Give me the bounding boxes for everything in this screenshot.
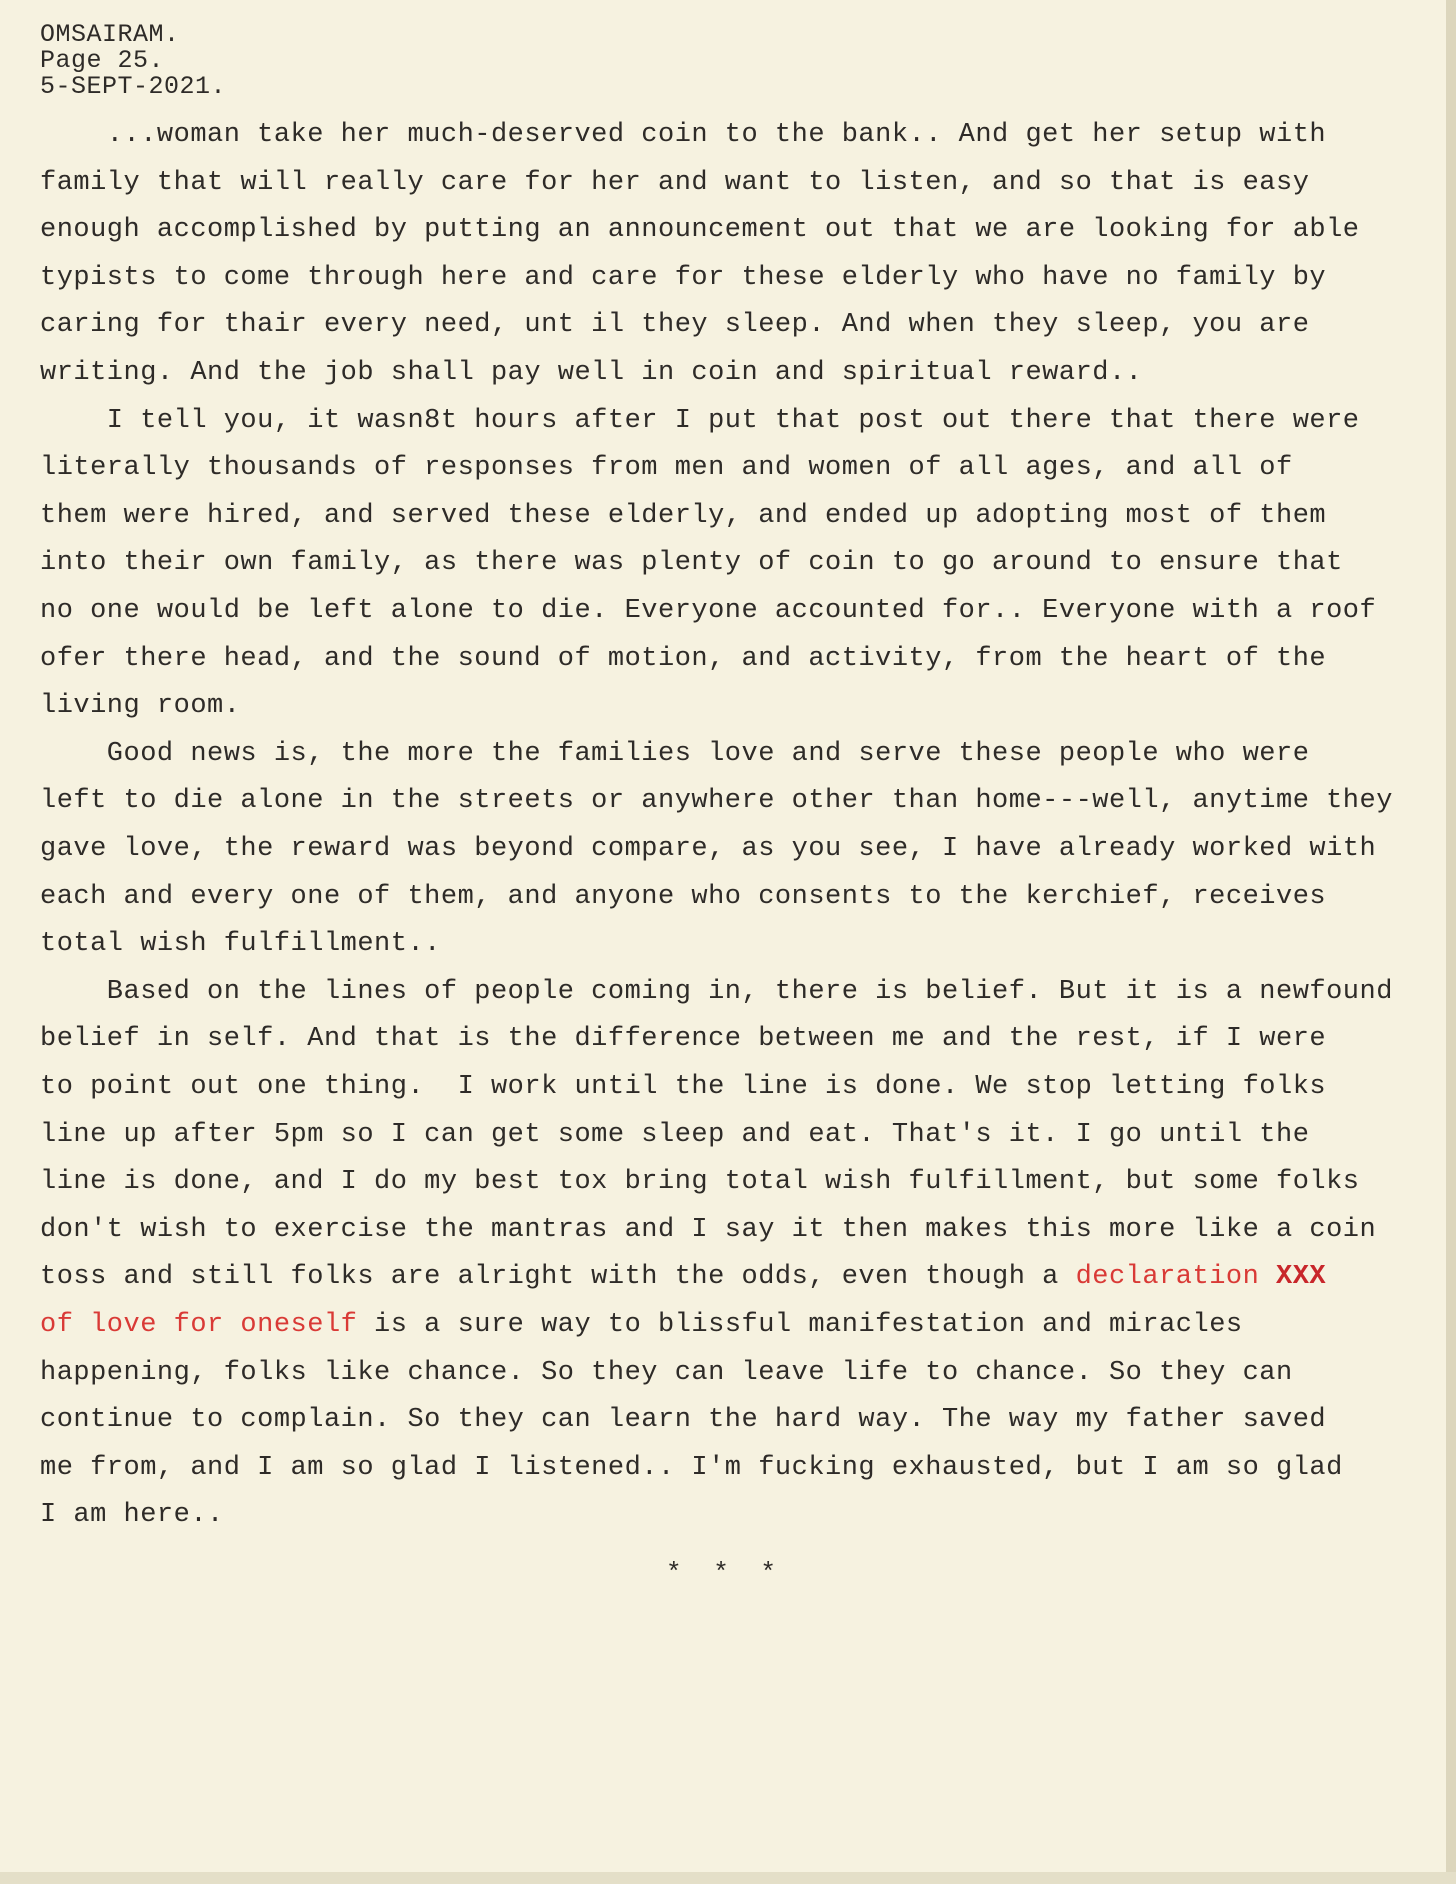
text-line (40, 882, 1326, 912)
text-line-main: Based on the lines of people coming in, there is belief. But it is a newfound (40, 976, 1393, 1007)
text-line-main: ...woman take her much-deserved coin to the bank.. And get her setup with (40, 120, 1327, 150)
text-line-main: line up after 5pm so I can get some sleep and eat. That's it. I go until the (40, 1119, 1310, 1150)
text-line-main: no one would be left alone to die. Everyone accounted for.. Everyone with a roof (40, 596, 1377, 626)
text-line-main: living room. (40, 691, 241, 722)
text-line (40, 929, 441, 959)
text-line-main: left to die alone in the streets or anywhere other than home---well, anytime they (40, 786, 1393, 817)
text-line (40, 739, 1309, 769)
text-line-main: typists to come through here and care for these elderly who have no family by (40, 262, 1327, 293)
text-line (40, 453, 1293, 483)
text-line (40, 406, 1360, 436)
text-line (40, 691, 240, 721)
text-line-main: literally thousands of responses from men and women of all ages, and all of (40, 453, 1293, 484)
red-ink-text: declaration (1075, 1262, 1260, 1293)
text-line (40, 1358, 1293, 1388)
text-line (40, 1167, 1360, 1197)
text-line-tail: is a sure way to blissful manifestation and miracles (357, 1310, 1243, 1340)
text-line-main: family that will really care for her and want to listen, and so that is easy (40, 167, 1310, 198)
text-line-main: I tell you, it wasn8t hours after I put that post out there that there were (40, 405, 1360, 436)
section-separator: * * * (665, 1558, 784, 1588)
text-line (40, 548, 1343, 578)
text-line (40, 1072, 1326, 1102)
text-line (40, 644, 1326, 674)
text-line-main: gave love, the reward was beyond compare, as you see, I have already worked with (40, 834, 1377, 864)
text-line (40, 1120, 1309, 1150)
text-line-main: happening, folks like chance. So they can leave life to chance. So they can (40, 1357, 1293, 1388)
text-line-main: them were hired, and served these elderly, and ended up adopting most of them (40, 500, 1327, 531)
paper-edge-right (1446, 0, 1456, 1884)
text-line-main: line is done, and I do my best tox bring total wish fulfillment, but some folks (40, 1167, 1360, 1198)
text-line (40, 1310, 1243, 1340)
text-line (40, 596, 1376, 626)
text-line-main: total wish fulfillment.. (40, 929, 441, 960)
text-line-main: I am here.. (40, 1500, 224, 1531)
text-line (40, 310, 1309, 340)
text-line-main: belief in self. And that is the difference between me and the rest, if I were (40, 1024, 1327, 1055)
text-line (40, 1262, 1326, 1292)
text-line (40, 1024, 1326, 1054)
text-line (40, 977, 1393, 1007)
text-line (40, 1500, 224, 1530)
text-line (40, 358, 1142, 388)
text-line (40, 1453, 1343, 1483)
header-line-3: 5-SEPT-2021. (40, 72, 227, 101)
text-line (40, 501, 1326, 531)
text-line-main: ofer there head, and the sound of motion, and activity, from the heart of the (40, 643, 1327, 674)
text-line-main: don't wish to exercise the mantras and I say it then makes this more like a coin (40, 1214, 1377, 1245)
text-line (40, 1215, 1376, 1245)
header-line-1: OMSAIRAM. (40, 20, 180, 49)
text-line-main: Good news is, the more the families love and serve these people who were (40, 738, 1310, 769)
text-line-main: to point out one thing. I work until the line is done. We stop letting folks (40, 1072, 1327, 1102)
page-header (40, 22, 226, 100)
text-line (40, 120, 1326, 150)
red-ink-strikeout: XXX (1259, 1262, 1327, 1293)
text-line-main: toss and still folks are alright with the odds, even though a (40, 1262, 1076, 1293)
text-line (40, 168, 1309, 198)
text-line (40, 263, 1326, 293)
text-line-main: continue to complain. So they can learn the hard way. The way my father saved (40, 1405, 1327, 1436)
text-line (40, 215, 1360, 245)
paper-edge-bottom (0, 1872, 1456, 1884)
text-line-main: writing. And the job shall pay well in coin and spiritual reward.. (40, 358, 1143, 388)
header-line-2: Page 25. (40, 46, 165, 75)
text-line-main: each and every one of them, and anyone who consents to the kerchief, receives (40, 881, 1327, 912)
text-line-main: me from, and I am so glad I listened.. I'm fucking exhausted, but I am so glad (40, 1452, 1343, 1483)
red-ink-text: of love for oneself (40, 1310, 358, 1340)
text-line-main: enough accomplished by putting an announcement out that we are looking for able (40, 215, 1360, 246)
text-line (40, 786, 1393, 816)
text-line-main: caring for thair every need, unt il they sleep. And when they sleep, you are (40, 310, 1310, 341)
text-line (40, 1405, 1326, 1435)
text-line-main: into their own family, as there was plenty of coin to go around to ensure that (40, 548, 1343, 579)
text-line (40, 834, 1376, 864)
